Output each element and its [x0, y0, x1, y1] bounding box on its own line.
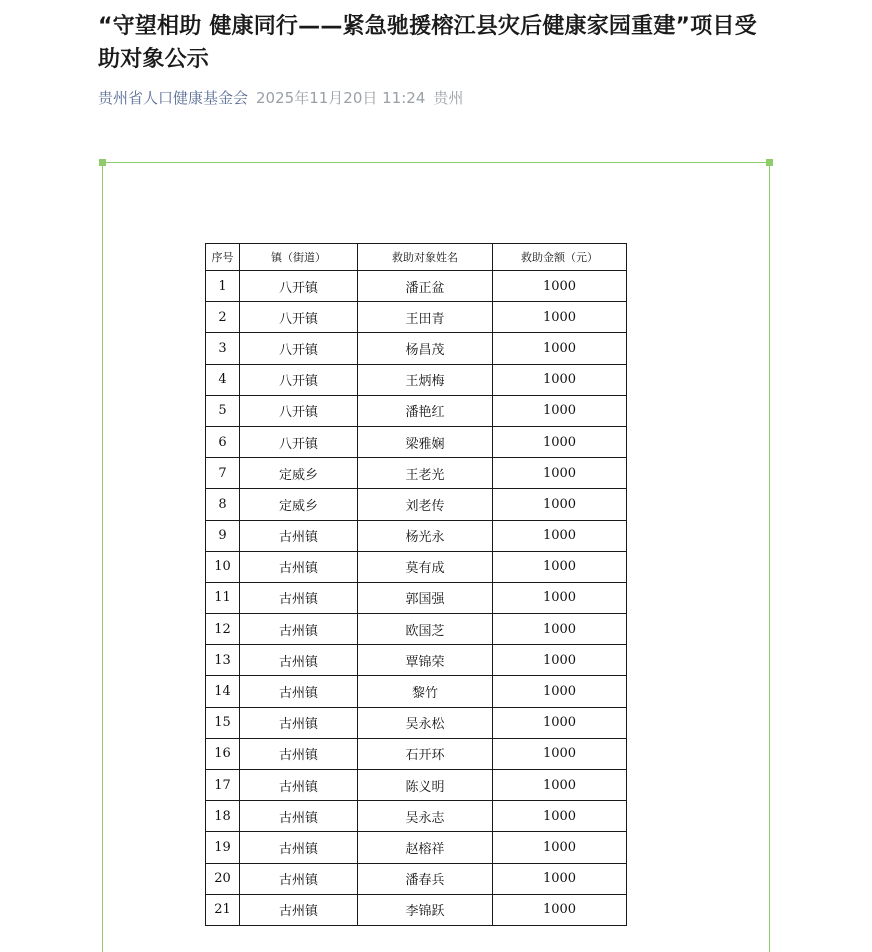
- cell-town: 古州镇: [240, 520, 358, 551]
- cell-amount: 1000: [493, 426, 627, 457]
- cell-amount: 1000: [493, 520, 627, 551]
- cell-name: 杨昌茂: [358, 333, 493, 364]
- cell-name: 黎竹: [358, 676, 493, 707]
- cell-amount: 1000: [493, 738, 627, 769]
- cell-name: 潘艳红: [358, 395, 493, 426]
- cell-amount: 1000: [493, 333, 627, 364]
- header-amount: 救助金额（元）: [493, 244, 627, 271]
- cell-amount: 1000: [493, 894, 627, 925]
- cell-town: 八开镇: [240, 302, 358, 333]
- cell-name: 潘春兵: [358, 863, 493, 894]
- table-row: [206, 863, 627, 894]
- author-link[interactable]: 贵州省人口健康基金会: [98, 89, 249, 107]
- cell-town: 八开镇: [240, 333, 358, 364]
- table-row: [206, 458, 627, 489]
- cell-name: 欧国芝: [358, 614, 493, 645]
- cell-index: 15: [206, 707, 240, 738]
- cell-name: 吴永志: [358, 801, 493, 832]
- cell-amount: 1000: [493, 801, 627, 832]
- table-row: [206, 801, 627, 832]
- cell-amount: 1000: [493, 676, 627, 707]
- cell-index: 2: [206, 302, 240, 333]
- header-town: 镇（街道）: [240, 244, 358, 271]
- cell-town: 古州镇: [240, 551, 358, 582]
- cell-town: 古州镇: [240, 832, 358, 863]
- cell-name: 梁雅娴: [358, 426, 493, 457]
- cell-amount: 1000: [493, 863, 627, 894]
- table-header-row: [206, 244, 627, 271]
- cell-amount: 1000: [493, 770, 627, 801]
- cell-town: 古州镇: [240, 582, 358, 613]
- cell-town: 定威乡: [240, 489, 358, 520]
- cell-index: 16: [206, 738, 240, 769]
- cell-index: 19: [206, 832, 240, 863]
- cell-town: 八开镇: [240, 271, 358, 302]
- table-row: [206, 770, 627, 801]
- cell-amount: 1000: [493, 832, 627, 863]
- cell-town: 古州镇: [240, 894, 358, 925]
- beneficiary-table: [205, 243, 627, 926]
- cell-amount: 1000: [493, 645, 627, 676]
- cell-town: 古州镇: [240, 801, 358, 832]
- table-row: [206, 489, 627, 520]
- cell-amount: 1000: [493, 707, 627, 738]
- header-index: 序号: [206, 244, 240, 271]
- cell-amount: 1000: [493, 302, 627, 333]
- cell-name: 石开环: [358, 738, 493, 769]
- cell-name: 覃锦荣: [358, 645, 493, 676]
- cell-amount: 1000: [493, 582, 627, 613]
- table-row: [206, 364, 627, 395]
- cell-index: 20: [206, 863, 240, 894]
- cell-name: 王炳梅: [358, 364, 493, 395]
- cell-town: 定威乡: [240, 458, 358, 489]
- cell-town: 古州镇: [240, 645, 358, 676]
- cell-name: 杨光永: [358, 520, 493, 551]
- cell-town: 八开镇: [240, 364, 358, 395]
- table-row: [206, 395, 627, 426]
- cell-amount: 1000: [493, 551, 627, 582]
- cell-index: 4: [206, 364, 240, 395]
- article-meta: [98, 88, 463, 108]
- cell-town: 八开镇: [240, 426, 358, 457]
- cell-index: 7: [206, 458, 240, 489]
- cell-name: 刘老传: [358, 489, 493, 520]
- table-row: [206, 582, 627, 613]
- table-row: [206, 520, 627, 551]
- table-row: [206, 551, 627, 582]
- cell-index: 17: [206, 770, 240, 801]
- cell-index: 9: [206, 520, 240, 551]
- table-body: [206, 271, 627, 926]
- cell-name: 王田青: [358, 302, 493, 333]
- frame-corner-handle: [766, 159, 773, 166]
- cell-town: 古州镇: [240, 863, 358, 894]
- cell-index: 6: [206, 426, 240, 457]
- table-row: [206, 707, 627, 738]
- cell-name: 陈义明: [358, 770, 493, 801]
- cell-index: 14: [206, 676, 240, 707]
- cell-index: 18: [206, 801, 240, 832]
- publish-datetime: 2025年11月20日 11:24: [256, 89, 426, 107]
- cell-amount: 1000: [493, 364, 627, 395]
- table-row: [206, 894, 627, 925]
- cell-town: 古州镇: [240, 676, 358, 707]
- header-name: 救助对象姓名: [358, 244, 493, 271]
- table-row: [206, 302, 627, 333]
- cell-town: 八开镇: [240, 395, 358, 426]
- table-row: [206, 333, 627, 364]
- cell-index: 1: [206, 271, 240, 302]
- frame-corner-handle: [99, 159, 106, 166]
- table-row: [206, 832, 627, 863]
- cell-name: 郭国强: [358, 582, 493, 613]
- cell-amount: 1000: [493, 489, 627, 520]
- cell-amount: 1000: [493, 458, 627, 489]
- cell-name: 李锦跃: [358, 894, 493, 925]
- cell-town: 古州镇: [240, 770, 358, 801]
- cell-index: 10: [206, 551, 240, 582]
- cell-amount: 1000: [493, 614, 627, 645]
- cell-amount: 1000: [493, 395, 627, 426]
- cell-index: 8: [206, 489, 240, 520]
- cell-town: 古州镇: [240, 707, 358, 738]
- table-row: [206, 738, 627, 769]
- cell-town: 古州镇: [240, 614, 358, 645]
- cell-name: 吴永松: [358, 707, 493, 738]
- table-row: [206, 614, 627, 645]
- cell-index: 11: [206, 582, 240, 613]
- article-title: “守望相助 健康同行——紧急驰援榕江县灾后健康家园重建”项目受助对象公示: [98, 14, 757, 72]
- cell-index: 3: [206, 333, 240, 364]
- cell-name: 赵榕祥: [358, 832, 493, 863]
- cell-amount: 1000: [493, 271, 627, 302]
- table-row: [206, 271, 627, 302]
- table-row: [206, 426, 627, 457]
- cell-index: 12: [206, 614, 240, 645]
- cell-index: 21: [206, 894, 240, 925]
- cell-town: 古州镇: [240, 738, 358, 769]
- cell-name: 王老光: [358, 458, 493, 489]
- table-row: [206, 676, 627, 707]
- cell-index: 13: [206, 645, 240, 676]
- publish-location: 贵州: [433, 89, 464, 107]
- cell-name: 莫有成: [358, 551, 493, 582]
- cell-index: 5: [206, 395, 240, 426]
- cell-name: 潘正盆: [358, 271, 493, 302]
- table-row: [206, 645, 627, 676]
